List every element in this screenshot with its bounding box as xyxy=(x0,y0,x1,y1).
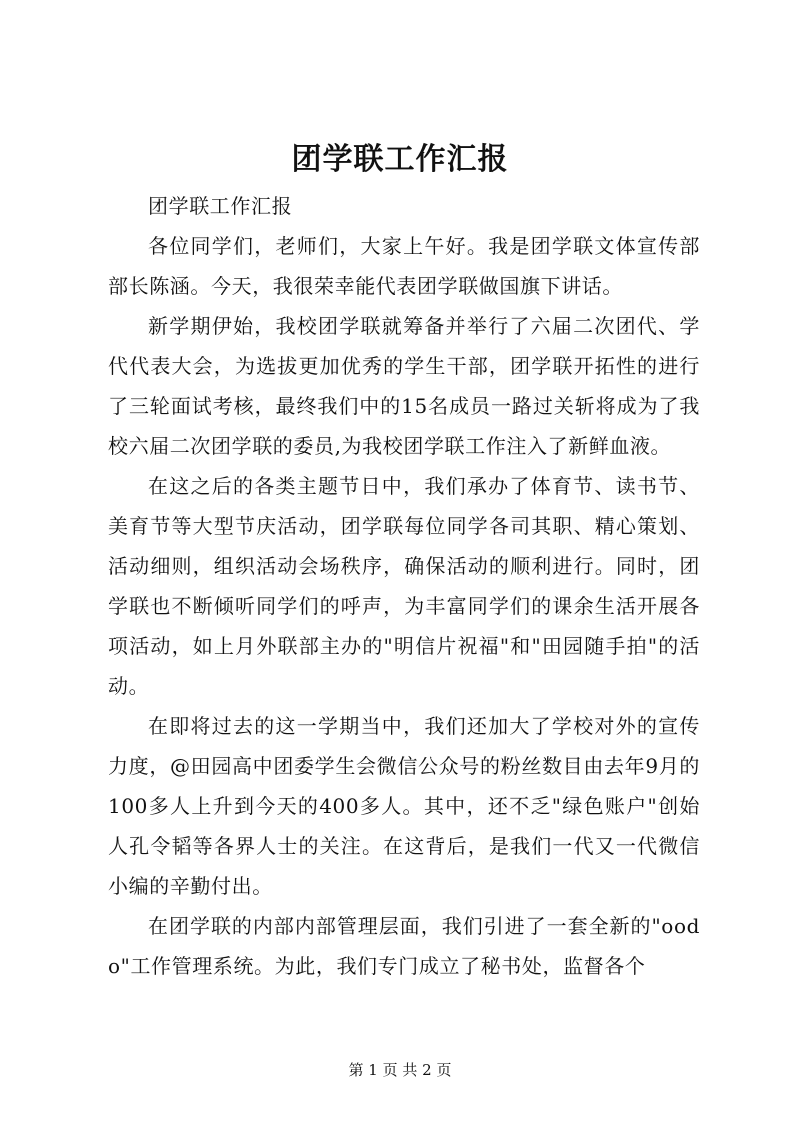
document-title: 团学联工作汇报 xyxy=(291,142,509,177)
paragraph: 在即将过去的这一学期当中，我们还加大了学校对外的宣传力度，@田园高中团委学生会微信公众号的粉丝数目由去年9月的100多人上升到今天的400多人。其中，还不乏"绿色账户"创始人孔令韬等各界人士的关注。在这背后，是我们一代又一代微信小编的辛勤付出。 xyxy=(108,714,700,898)
paragraph: 各位同学们，老师们，大家上午好。我是团学联文体宣传部部长陈涵。今天，我很荣幸能代表团学联做国旗下讲话。 xyxy=(108,234,700,298)
paragraph: 团学联工作汇报 xyxy=(148,194,293,218)
page-footer: 第 1 页 共 2 页 xyxy=(348,1061,452,1079)
paragraph: 在这之后的各类主题节日中，我们承办了体育节、读书节、美育节等大型节庆活动，团学联每位同学各司其职、精心策划、活动细则，组织活动会场秩序，确保活动的顺利进行。同时，团学联也不断倾听同学们的呼声，为丰富同学们的课余生活开展各项活动，如上月外联部主办的"明信片祝福"和"田园随手拍"的活动。 xyxy=(108,474,700,698)
paragraph: 在团学联的内部内部管理层面，我们引进了一套全新的"oodo"工作管理系统。为此，我们专门成立了秘书处，监督各个 xyxy=(108,914,700,978)
paragraph: 新学期伊始，我校团学联就筹备并举行了六届二次团代、学代代表大会，为选拔更加优秀的学生干部，团学联开拓性的进行了三轮面试考核，最终我们中的15名成员一路过关斩将成为了我校六届二次团学联的委员,为我校团学联工作注入了新鲜血液。 xyxy=(108,314,700,458)
document-body xyxy=(108,186,700,986)
